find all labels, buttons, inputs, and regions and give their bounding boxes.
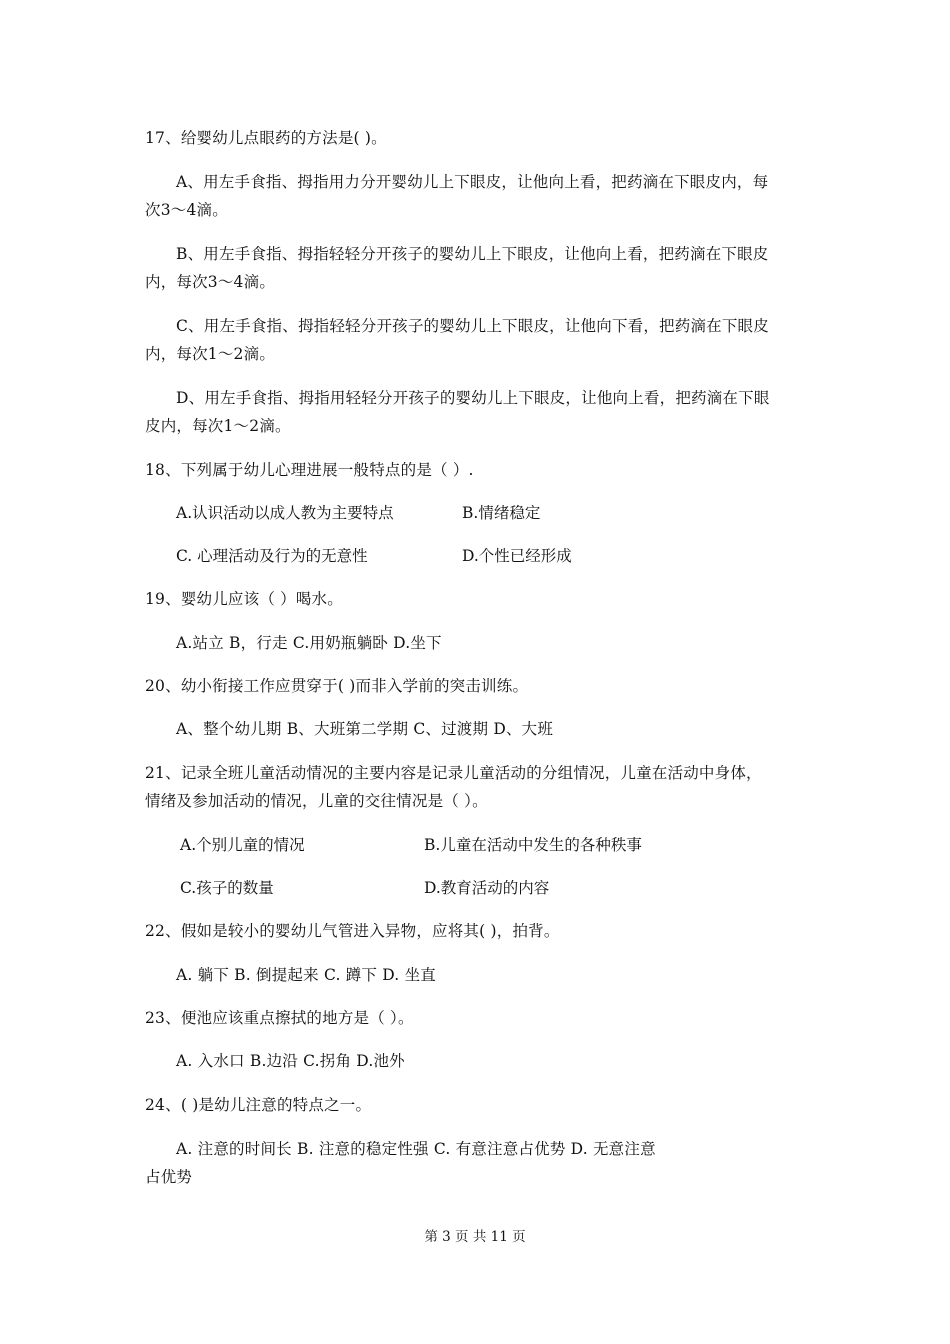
question-19-stem: 19、婴幼儿应该（ ）喝水。 xyxy=(145,590,343,608)
question-18-option-d: D.个性已经形成 xyxy=(462,547,572,565)
question-24-options-line1: A. 注意的时间长 B. 注意的稳定性强 C. 有意注意占优势 D. 无意注意 xyxy=(176,1140,656,1158)
question-17-option-b-line2: 内，每次3～4滴。 xyxy=(145,273,276,291)
question-19-options: A.站立 B，行走 C.用奶瓶躺卧 D.坐下 xyxy=(176,634,442,652)
question-21-stem-line1: 21、记录全班儿童活动情况的主要内容是记录儿童活动的分组情况，儿童在活动中身体， xyxy=(145,764,762,782)
question-22-options: A. 躺下 B. 倒提起来 C. 蹲下 D. 坐直 xyxy=(176,966,436,984)
question-24-options-line2: 占优势 xyxy=(145,1168,193,1186)
question-17-option-c-line2: 内，每次1～2滴。 xyxy=(145,345,276,363)
question-21-stem-line2: 情绪及参加活动的情况，儿童的交往情况是（ ）。 xyxy=(145,792,488,810)
question-20-options: A、整个幼儿期 B、大班第二学期 C、过渡期 D、大班 xyxy=(176,720,554,738)
question-17-option-d-line2: 皮内，每次1～2滴。 xyxy=(145,417,291,435)
question-17-option-a-line2: 次3～4滴。 xyxy=(145,201,228,219)
question-23-stem: 23、便池应该重点擦拭的地方是（ ）。 xyxy=(145,1009,414,1027)
question-21-option-c: C.孩子的数量 xyxy=(180,879,274,897)
question-18-stem: 18、下列属于幼儿心理进展一般特点的是（ ）. xyxy=(145,461,474,479)
question-21-option-b: B.儿童在活动中发生的各种秩事 xyxy=(424,836,642,854)
question-18-option-b: B.情绪稳定 xyxy=(462,504,541,522)
question-21-option-a: A.个别儿童的情况 xyxy=(180,836,305,854)
question-18-option-a: A.认识活动以成人教为主要特点 xyxy=(176,504,394,522)
page-number-footer: 第 3 页 共 11 页 xyxy=(424,1229,526,1245)
question-17-option-d-line1: D、用左手食指、拇指用轻轻分开孩子的婴幼儿上下眼皮，让他向上看，把药滴在下眼 xyxy=(176,389,770,407)
question-23-options: A. 入水口 B.边沿 C.拐角 D.池外 xyxy=(176,1052,405,1070)
question-24-stem: 24、( )是幼儿注意的特点之一。 xyxy=(145,1096,372,1114)
question-17-option-a-line1: A、用左手食指、拇指用力分开婴幼儿上下眼皮，让他向上看，把药滴在下眼皮内，每 xyxy=(176,173,769,191)
question-17-stem: 17、给婴幼儿点眼药的方法是( )。 xyxy=(145,129,387,147)
question-17-option-c-line1: C、用左手食指、拇指轻轻分开孩子的婴幼儿上下眼皮，让他向下看，把药滴在下眼皮 xyxy=(176,317,769,335)
question-18-option-c: C. 心理活动及行为的无意性 xyxy=(176,547,368,565)
question-22-stem: 22、假如是较小的婴幼儿气管进入异物，应将其( )，拍背。 xyxy=(145,922,560,940)
question-20-stem: 20、幼小衔接工作应贯穿于( )而非入学前的突击训练。 xyxy=(145,677,529,695)
question-17-option-b-line1: B、用左手食指、拇指轻轻分开孩子的婴幼儿上下眼皮，让他向上看，把药滴在下眼皮 xyxy=(176,245,769,263)
question-21-option-d: D.教育活动的内容 xyxy=(424,879,550,897)
